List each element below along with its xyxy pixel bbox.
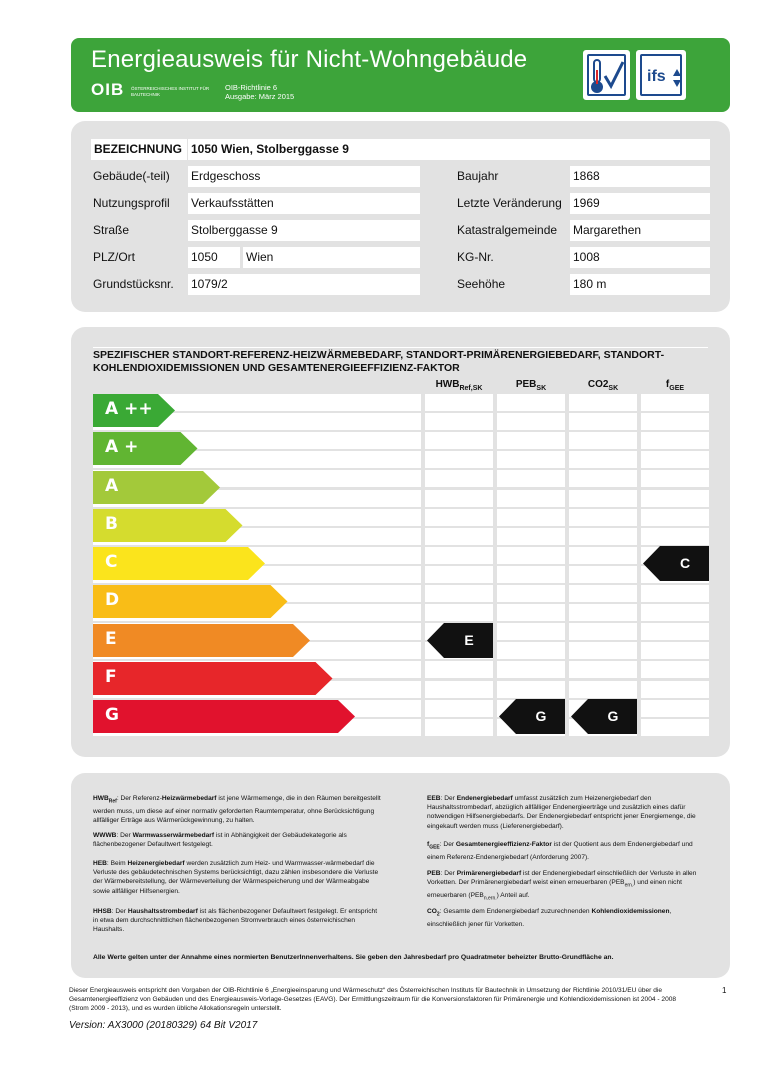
- band-shape: [93, 624, 310, 657]
- strasse-label: Straße: [93, 223, 130, 237]
- definitions-panel: [71, 773, 730, 978]
- column-header-0: $HWB_{Ref,SK}$: [435, 379, 483, 392]
- definition-hwb: $HWB_{Ref}$: Der Referenz-Heizwärmebedarf ist jene Wärmemenge, die in den Räumen bereitgestellt werden muss, um diese auf einer normativ geforderten Raumtemperatur, ohne Berücksichtigung allfälliger Erträge aus Wärmerückgewinnung, zu halten.: [93, 795, 381, 824]
- rating-marker-0: [427, 623, 493, 658]
- grid-cell: [641, 604, 709, 621]
- grid-cell: [641, 661, 709, 678]
- grid-cell: [497, 432, 565, 449]
- band-6: [93, 624, 310, 657]
- grid-cell: [569, 432, 637, 449]
- values-note: Alle Werte gelten unter der Annahme eines normierten BenutzerInnenverhaltens. Sie geben den Jahresbedarf pro Quadratmeter beheizter Brutto-Grundfläche an.: [93, 954, 614, 961]
- grid-cell: [569, 681, 637, 698]
- oib-logo-subtitle: ÖSTERREICHISCHES INSTITUT FÜR BAUTECHNIK: [131, 86, 210, 97]
- band-label: E: [105, 628, 117, 649]
- ifs-badge-text: ifs: [647, 68, 666, 85]
- grid-cell: [425, 547, 493, 564]
- grid-cell: [569, 528, 637, 545]
- grid-cell: [425, 394, 493, 411]
- grid-column-2: [569, 394, 637, 737]
- band-shape: [93, 662, 333, 695]
- grid-cell: [569, 604, 637, 621]
- richtlinie-line1: OIB-Richtlinie 6: [225, 83, 278, 92]
- kg-nr-label: KG-Nr.: [457, 250, 494, 264]
- grid-cell: [641, 681, 709, 698]
- grid-cell: [425, 700, 493, 717]
- definition-co2: $CO_2$: Gesamte dem Endenergiebedarf zuzurechnenden Kohlendioxidemissionen, einschließlich jener für Vorketten.: [427, 908, 672, 928]
- rating-marker-label: E: [464, 631, 474, 648]
- gebaeude-value: Erdgeschoss: [188, 166, 420, 187]
- grid-cell: [641, 470, 709, 487]
- grid-cell: [497, 604, 565, 621]
- ifs-badge-icon: [636, 50, 686, 100]
- grid-cell: [569, 509, 637, 526]
- nutzung-label: Nutzungsprofil: [93, 196, 170, 210]
- definition-peb: PEB: Der Primärenergiebedarf ist der Endenergiebedarf einschließlich der Verluste in allen Vorketten. Der Primärenergiebedarf weist einen erneuerbaren $(PEB_{ern.})$ und einen nicht erneuerbaren $(PEB_{n.ern.})$ Anteil auf.: [427, 870, 697, 902]
- grundstuecksnr-value: 1079/2: [188, 274, 420, 295]
- energy-rating-panel: [71, 327, 730, 757]
- column-header-1: $PEB_{SK}$: [515, 379, 547, 392]
- nutzung-value: Verkaufsstätten: [188, 193, 420, 214]
- kg-nr-value: 1008: [570, 247, 710, 268]
- band-label: F: [105, 666, 117, 687]
- heading-divider: [93, 347, 708, 348]
- definition-fgee: $f_{GEE}$: Der Gesamtenergieeffizienz-Faktor ist der Quotient aus dem Endenergiebedarf und einem Referenz-Endenergiebedarf (Anforderung 2007).: [427, 841, 693, 861]
- grid-cell: [641, 700, 709, 717]
- gebaeude-label: Gebäude(-teil): [93, 169, 170, 183]
- grid-cell: [425, 432, 493, 449]
- grid-cell: [569, 661, 637, 678]
- grid-cell: [497, 661, 565, 678]
- baujahr-label: Baujahr: [457, 169, 499, 183]
- document-title: Energieausweis für Nicht-Wohngebäude: [91, 46, 528, 73]
- grid-cell: [569, 623, 637, 640]
- plz-ort-label: PLZ/Ort: [93, 250, 136, 264]
- grid-cell: [641, 528, 709, 545]
- grid-cell: [425, 490, 493, 507]
- grid-cell: [569, 470, 637, 487]
- definition-heb: HEB: Beim Heizenergiebedarf werden zusätzlich zum Heiz- und Warmwasser-wärmebedarf die Verluste des gebäudetechnischen Systems berücksichtigt, dazu zählen insbesondere die Verluste der Wärmebereitstellung, der Wärmeverteilung der Wärmespeicherung und der Wärmeabgabe sowie allfälliger Hilfsenergien.: [93, 860, 379, 895]
- column-header-3: $f_{GEE}$: [665, 379, 685, 392]
- richtlinie-info: [225, 83, 294, 101]
- grid-cell: [569, 566, 637, 583]
- grid-cell: [497, 566, 565, 583]
- grid-cell: [425, 566, 493, 583]
- grundstuecksnr-label: Grundstücksnr.: [93, 277, 174, 291]
- band-label: D: [105, 590, 120, 611]
- grid-cell: [641, 413, 709, 430]
- strasse-value: Stolberggasse 9: [188, 220, 420, 241]
- oib-logo: [91, 80, 210, 99]
- band-label: A: [105, 475, 119, 496]
- grid-cell: [569, 451, 637, 468]
- seehoehe-label: Seehöhe: [457, 277, 506, 291]
- band-5: [93, 585, 288, 618]
- grid-column-1: [497, 394, 565, 737]
- band-4: [93, 547, 265, 580]
- grid-cell: [641, 719, 709, 736]
- rating-heading: SPEZIFISCHER STANDORT-REFERENZ-HEIZWÄRMEBEDARF, STANDORT-PRIMÄRENERGIEBEDARF, STANDORT-KOHLENDIOXIDEMISSIONEN UND GESAMTENERGIEEFFIZIENZ-FAKTOR: [93, 349, 665, 374]
- bezeichnung-label-cell: [91, 139, 187, 160]
- grid-cell: [497, 585, 565, 602]
- grid-cell: [497, 394, 565, 411]
- definition-wwwb: WWWB: Der Warmwasserwärmebedarf ist in Abhängigkeit der Gebäudekategorie als flächenbezogener Defaultwert festgelegt.: [93, 832, 347, 849]
- veraenderung-label: Letzte Veränderung: [457, 196, 562, 210]
- grid-cell: [641, 585, 709, 602]
- grid-cell: [497, 509, 565, 526]
- plz-value: 1050: [188, 247, 240, 268]
- rating-marker-label: G: [607, 708, 619, 724]
- band-shape: [93, 585, 288, 618]
- baujahr-value: 1868: [570, 166, 710, 187]
- grid-cell: [425, 470, 493, 487]
- kataster-value: Margarethen: [570, 220, 710, 241]
- grid-cell: [641, 451, 709, 468]
- grid-cell: [425, 451, 493, 468]
- rating-marker-label: G: [535, 708, 547, 724]
- definition-eeb: EEB: Der Endenergiebedarf umfasst zusätzlich zum Heizenergiebedarf den Haushaltsstrombedarf, abzüglich allfälliger Endenergieerträge und zusätzlich eines dafür notwendigen Hilfsenergiebedarfs. Der Endenergiebedarf entspricht jener Energiemenge, die eingekauft werden muss (Lieferenergiebedarf).: [427, 795, 696, 830]
- band-label: G: [105, 705, 119, 725]
- rating-marker-2: [571, 699, 637, 734]
- grid-cell: [497, 681, 565, 698]
- grid-cell: [569, 394, 637, 411]
- grid-cell: [569, 585, 637, 602]
- band-3: [93, 509, 243, 542]
- rating-marker-label: C: [679, 555, 691, 571]
- band-7: [93, 662, 333, 695]
- rating-marker-1: [499, 699, 565, 734]
- band-shape: [93, 700, 355, 733]
- grid-cell: [425, 604, 493, 621]
- footer-legal-text: Dieser Energieausweis entspricht den Vorgaben der OIB-Richtlinie 6 „Energieeinsparung und Wärmeschutz“ des Österreichischen Instituts für Bautechnik in Umsetzung der Richtlinie 2010/31/EU über die Gesamtenergieeffizienz von Gebäuden und des Energieausweis-Vorlage-Gesetzes (EAVG). Der Ermittlungszeitraum für die Konversionsfaktoren für Primärenergie und Kohlendioxidemissionen ist 2004 - 2008 (Strom 2009 - 2013), und es wurden übliche Allokationsregeln unterstellt.: [69, 987, 677, 1013]
- band-label: C: [105, 552, 118, 572]
- bezeichnung-label: BEZEICHNUNG: [94, 142, 183, 156]
- thermometer-check-icon: [583, 50, 630, 100]
- page-number: 1: [722, 986, 727, 995]
- grid-cell: [569, 642, 637, 659]
- grid-cell: [425, 681, 493, 698]
- grid-cell: [569, 413, 637, 430]
- band-0: [93, 394, 175, 427]
- rating-marker-3: [643, 546, 709, 581]
- grid-cell: [641, 509, 709, 526]
- grid-cell: [497, 470, 565, 487]
- kataster-label: Katastralgemeinde: [457, 223, 558, 237]
- version-info: Version: AX3000 (20180329) 64 Bit V2017: [69, 1020, 258, 1031]
- grid-cell: [497, 642, 565, 659]
- seehoehe-value: 180 m: [570, 274, 710, 295]
- grid-cell: [425, 585, 493, 602]
- grid-cell: [497, 528, 565, 545]
- ort-value: Wien: [243, 247, 420, 268]
- grid-cell: [425, 509, 493, 526]
- bezeichnung-value: 1050 Wien, Stolberggasse 9: [188, 139, 710, 160]
- grid-cell: [425, 413, 493, 430]
- grid-cell: [641, 394, 709, 411]
- grid-cell: [425, 661, 493, 678]
- band-1: [93, 432, 198, 465]
- band-shape: [93, 547, 265, 580]
- grid-cell: [569, 490, 637, 507]
- grid-cell: [641, 490, 709, 507]
- band-label: A +: [105, 437, 139, 458]
- band-label: B: [105, 513, 118, 534]
- grid-cell: [497, 623, 565, 640]
- grid-cell: [425, 719, 493, 736]
- grid-cell: [497, 490, 565, 507]
- grid-cell: [569, 547, 637, 564]
- grid-cell: [497, 547, 565, 564]
- grid-cell: [497, 413, 565, 430]
- grid-column-0: [425, 394, 493, 737]
- band-label: A ++: [105, 399, 153, 419]
- band-8: [93, 700, 355, 733]
- definition-hhsb: HHSB: Der Haushaltsstrombedarf ist als flächenbezogener Defaultwert festgelegt. Er entspricht in etwa dem durchschnittlichen flächenbezogenen Stromverbrauch eines österreichischen Haushalts.: [93, 908, 378, 934]
- grid-cell: [425, 528, 493, 545]
- oib-logo-text: OIB: [91, 80, 125, 99]
- building-data-panel: [71, 121, 730, 312]
- veraenderung-value: 1969: [570, 193, 710, 214]
- grid-cell: [497, 451, 565, 468]
- grid-cell: [641, 642, 709, 659]
- grid-cell: [641, 432, 709, 449]
- column-header-2: $CO2_{SK}$: [587, 379, 619, 392]
- header-banner: [71, 38, 730, 112]
- richtlinie-line2: Ausgabe: März 2015: [225, 92, 295, 101]
- grid-cell: [641, 623, 709, 640]
- band-2: [93, 471, 220, 504]
